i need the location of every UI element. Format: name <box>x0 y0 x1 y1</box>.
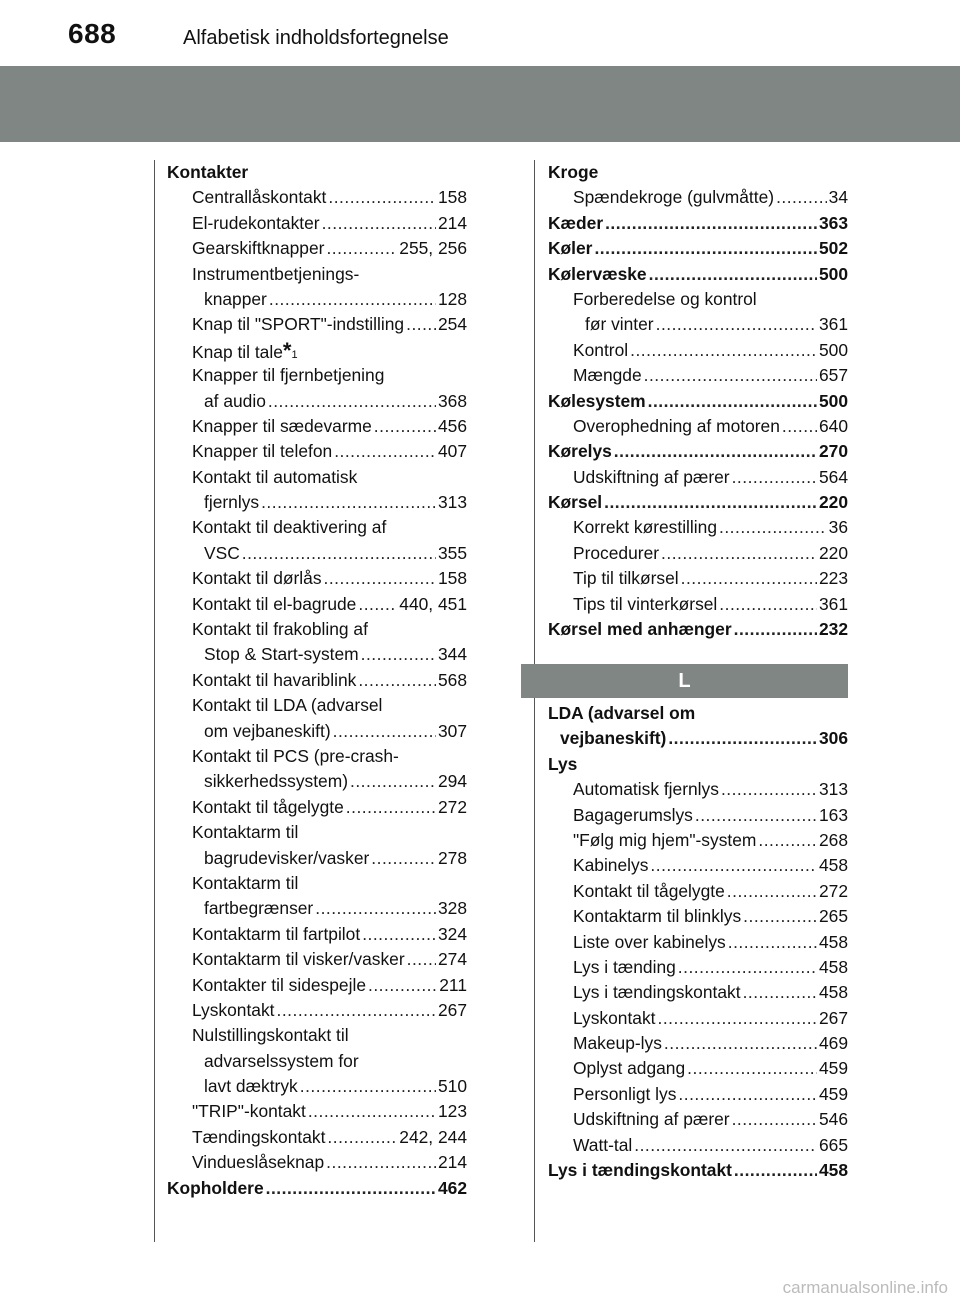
index-entry <box>548 904 848 929</box>
index-entry-page: 361 <box>818 314 848 335</box>
index-entry-term: Kæder <box>548 212 604 233</box>
index-entry-page: 158 <box>437 568 467 589</box>
index-entry-term: før vinter <box>585 314 654 335</box>
index-entry-term: Kroge <box>548 162 599 182</box>
dot-leader <box>719 592 817 617</box>
index-entry-term: Kontakt til LDA (advarsel <box>192 695 383 716</box>
index-entry-term: Lyskontakt <box>573 1007 656 1028</box>
index-entry-term: Kontakter til sidespejle <box>192 974 366 995</box>
index-entry <box>167 236 467 261</box>
index-entry-term: Kørsel <box>548 492 603 513</box>
index-entry-page: 220 <box>818 492 848 513</box>
index-entry-term: Gearskiftknapper <box>192 238 325 259</box>
index-entry <box>167 515 467 540</box>
dot-leader <box>776 185 827 210</box>
index-entry-page: 458 <box>818 1160 848 1181</box>
dot-leader <box>732 465 817 490</box>
index-entry-term: Kontaktarm til visker/vasker <box>192 949 405 970</box>
index-entry <box>548 211 848 236</box>
index-entry <box>167 185 467 210</box>
index-entry-term: Vindueslåseknap <box>192 1152 325 1173</box>
page-number: 688 <box>68 18 117 49</box>
index-entry-page: 440, 451 <box>399 593 467 614</box>
index-entry-term: Mængde <box>573 365 642 386</box>
index-entry-page: 458 <box>818 982 848 1003</box>
index-entry <box>548 828 848 853</box>
index-entry-page: 324 <box>437 923 467 944</box>
index-entry <box>548 592 848 617</box>
index-entry <box>167 490 467 515</box>
index-entry-term: Kontakt til tågelygte <box>192 796 344 817</box>
dot-leader <box>374 414 436 439</box>
index-entry <box>167 693 467 718</box>
index-entry-term: Knapper til sædevarme <box>192 415 372 436</box>
index-entry <box>167 414 467 439</box>
index-entry <box>548 1056 848 1081</box>
index-entry-page: 265 <box>818 906 848 927</box>
index-entry <box>548 515 848 540</box>
index-entry-term: Personligt lys <box>573 1083 677 1104</box>
dot-leader <box>630 338 817 363</box>
index-entry-page: 163 <box>818 804 848 825</box>
index-entry <box>167 592 467 617</box>
index-entry-term: Watt-tal <box>573 1134 633 1155</box>
index-entry-term: Korrekt kørestilling <box>573 517 717 538</box>
index-entry <box>167 312 467 337</box>
index-entry-page: 128 <box>437 288 467 309</box>
index-entry-term: Knap til "SPORT"-indstilling <box>192 314 405 335</box>
index-entry-page: 254 <box>437 314 467 335</box>
index-entry-page: 657 <box>818 365 848 386</box>
index-entry-term: fjernlys <box>204 492 260 513</box>
index-entry-term: Tips til vinterkørsel <box>573 593 718 614</box>
index-entry <box>167 160 467 185</box>
index-entry: Knap til tale * 1 <box>167 338 467 363</box>
index-entry-term: Knapper til fjernbetjening <box>192 365 385 386</box>
dot-leader <box>758 828 817 853</box>
index-entry <box>167 998 467 1023</box>
dot-leader <box>594 236 817 261</box>
index-entry-page: 34 <box>828 187 848 208</box>
index-entry-page: 306 <box>818 728 848 749</box>
index-entry-term: Kontakter <box>167 162 249 182</box>
index-entry <box>548 490 848 515</box>
index-entry-page: 665 <box>818 1134 848 1155</box>
index-entry-term: Oplyst adgang <box>573 1058 686 1079</box>
index-entry <box>167 795 467 820</box>
index-entry-term: Kontakt til el-bagrude <box>192 593 357 614</box>
dot-leader <box>346 795 436 820</box>
index-entry <box>548 617 848 642</box>
watermark: carmanualsonline.info <box>782 1278 948 1297</box>
index-entry-term: Automatisk fjernlys <box>573 779 719 800</box>
index-entry-page: 568 <box>437 669 467 690</box>
index-entry-term: Kontakt til frakobling af <box>192 619 368 640</box>
index-entry-term: VSC <box>204 542 240 563</box>
dot-leader <box>350 769 436 794</box>
index-entry <box>548 414 848 439</box>
index-entry <box>167 1176 467 1201</box>
dot-leader <box>358 668 436 693</box>
dot-leader <box>327 1125 397 1150</box>
dot-leader <box>324 566 436 591</box>
index-entry-term: Centrallåskontakt <box>192 187 327 208</box>
index-entry-page: 456 <box>437 415 467 436</box>
dot-leader <box>678 1082 817 1107</box>
index-entry-term: Kontakt til tågelygte <box>573 880 725 901</box>
page-header <box>0 0 960 66</box>
dot-leader <box>656 312 817 337</box>
index-entry-term: Lyskontakt <box>192 999 275 1020</box>
index-entry <box>548 1158 848 1183</box>
index-entry-term: Kørsel med anhænger <box>548 619 732 640</box>
index-entry-term: LDA (advarsel om <box>548 703 696 723</box>
dot-leader <box>743 904 817 929</box>
index-entry-term: El-rudekontakter <box>192 212 320 233</box>
index-column-left <box>167 160 467 1201</box>
dot-leader <box>266 1176 436 1201</box>
index-entry-page: 546 <box>818 1109 848 1130</box>
index-entry-page: 469 <box>818 1033 848 1054</box>
section-letter: L <box>678 670 691 692</box>
index-entry <box>167 287 467 312</box>
index-entry <box>167 363 467 388</box>
dot-leader <box>681 566 817 591</box>
index-entry-term: Kontakt til dørlås <box>192 568 322 589</box>
index-entry-page: 459 <box>818 1083 848 1104</box>
index-entry <box>548 566 848 591</box>
dot-leader <box>300 1074 436 1099</box>
index-entry-page: 272 <box>818 880 848 901</box>
index-entry-page: 274 <box>437 949 467 970</box>
index-entry-term: sikkerhedssystem) <box>204 771 348 792</box>
dot-leader <box>322 211 436 236</box>
index-entry-term: Kørelys <box>548 441 612 462</box>
index-entry-page: 267 <box>437 999 467 1020</box>
dot-leader <box>644 363 817 388</box>
index-entry-page: 328 <box>437 898 467 919</box>
dot-leader <box>734 617 817 642</box>
index-entry-term: Instrumentbetjenings- <box>192 263 360 284</box>
index-entry <box>548 1133 848 1158</box>
dot-leader <box>371 846 436 871</box>
index-entry <box>548 1031 848 1056</box>
index-entry <box>167 1074 467 1099</box>
index-entry <box>167 820 467 845</box>
index-entry-term: om vejbaneskift) <box>204 720 331 741</box>
index-entry <box>548 930 848 955</box>
index-entry-page: 355 <box>437 542 467 563</box>
index-entry-term: Kølervæske <box>548 263 647 284</box>
index-entry <box>548 363 848 388</box>
index-entry <box>167 1125 467 1150</box>
index-entry <box>167 973 467 998</box>
index-entry-term: Knapper til telefon <box>192 441 333 462</box>
index-entry-term: Kontrol <box>573 339 629 360</box>
index-entry-page: 500 <box>818 390 848 411</box>
dot-leader <box>269 287 436 312</box>
index-entry <box>167 262 467 287</box>
index-entry-term: Tip til tilkørsel <box>573 568 679 589</box>
index-entry-term: "Følg mig hjem"-system <box>573 829 757 850</box>
dot-leader <box>728 930 817 955</box>
index-entry-term: Nulstillingskontakt til <box>192 1025 349 1046</box>
index-entry-term: bagrudevisker/vasker <box>204 847 370 868</box>
index-entry <box>167 566 467 591</box>
dot-leader <box>661 541 817 566</box>
index-entry <box>167 465 467 490</box>
dot-leader <box>678 955 817 980</box>
dot-leader <box>326 236 397 261</box>
index-entry <box>548 980 848 1005</box>
dot-leader <box>782 414 817 439</box>
dot-leader <box>277 998 436 1023</box>
index-entry <box>548 701 848 726</box>
index-entry-page: 214 <box>437 1152 467 1173</box>
index-entry-page: 564 <box>818 466 848 487</box>
header-band <box>0 66 960 142</box>
index-entry <box>167 871 467 896</box>
index-entry-page: 368 <box>437 390 467 411</box>
column-divider-right <box>534 160 535 1242</box>
index-entry <box>548 879 848 904</box>
index-entry <box>167 1099 467 1124</box>
index-entry-page: 344 <box>437 644 467 665</box>
index-entry <box>548 853 848 878</box>
index-entry <box>548 160 848 185</box>
index-entry-page: 158 <box>437 187 467 208</box>
index-entry-page: 363 <box>818 212 848 233</box>
dot-leader <box>721 777 817 802</box>
index-entry-term: Kontaktarm til <box>192 872 299 893</box>
section-letter-bar <box>521 664 848 698</box>
index-entry-term: Udskiftning af pærer <box>573 1109 730 1130</box>
dot-leader <box>315 896 436 921</box>
index-entry-page: 272 <box>437 796 467 817</box>
index-entry <box>167 211 467 236</box>
index-entry <box>548 726 848 751</box>
index-entry <box>548 262 848 287</box>
dot-leader <box>687 1056 817 1081</box>
index-entry <box>548 236 848 261</box>
index-entry-term: Kontakt til deaktivering af <box>192 517 387 538</box>
index-entry-term: Knap til tale <box>192 341 283 362</box>
dot-leader <box>658 1006 817 1031</box>
dot-leader <box>361 642 436 667</box>
index-entry-page: 500 <box>818 339 848 360</box>
dot-leader <box>614 439 817 464</box>
index-entry-page: 459 <box>818 1058 848 1079</box>
index-entry-page: 458 <box>818 855 848 876</box>
index-entry-page: 640 <box>818 415 848 436</box>
dot-leader <box>734 1158 817 1183</box>
index-entry <box>548 465 848 490</box>
dot-leader <box>727 879 817 904</box>
dot-leader <box>362 922 436 947</box>
dot-leader <box>328 185 436 210</box>
index-entry-page: 36 <box>828 517 848 538</box>
index-entry <box>548 803 848 828</box>
index-column-right-l <box>548 701 848 1183</box>
index-entry-term: Spændekroge (gulvmåtte) <box>573 187 775 208</box>
index-entry-term: "TRIP"-kontakt <box>192 1101 306 1122</box>
dot-leader <box>326 1150 436 1175</box>
index-entry <box>167 439 467 464</box>
index-entry-term: Lys i tændingskontakt <box>573 982 741 1003</box>
index-column-right-k <box>548 160 848 642</box>
dot-leader <box>732 1107 817 1132</box>
index-entry <box>167 769 467 794</box>
index-entry <box>548 185 848 210</box>
dot-leader <box>368 973 437 998</box>
dot-leader <box>333 719 436 744</box>
index-entry-term: Tændingskontakt <box>192 1126 326 1147</box>
index-entry <box>548 955 848 980</box>
index-entry <box>548 1107 848 1132</box>
index-entry-page: 232 <box>818 619 848 640</box>
index-entry-page: 458 <box>818 956 848 977</box>
index-entry-term: Kontaktarm til <box>192 822 299 843</box>
dot-leader <box>604 490 817 515</box>
dot-leader <box>695 803 817 828</box>
index-entry <box>548 312 848 337</box>
dot-leader <box>334 439 436 464</box>
dot-leader <box>650 853 817 878</box>
index-entry <box>167 1023 467 1048</box>
index-entry-term: Kontaktarm til blinklys <box>573 906 742 927</box>
index-entry-term: Kontakt til havariblink <box>192 669 357 690</box>
index-entry-term: Kølesystem <box>548 390 646 411</box>
dot-leader <box>649 262 817 287</box>
index-entry-page: 361 <box>818 593 848 614</box>
index-entry <box>548 777 848 802</box>
index-entry <box>167 1049 467 1074</box>
index-entry-term: Køler <box>548 238 593 259</box>
index-entry-term: Overophedning af motoren <box>573 415 780 436</box>
index-entry <box>167 668 467 693</box>
footnote-asterisk-icon: * <box>282 337 292 363</box>
index-entry <box>548 1082 848 1107</box>
index-entry-term: Stop & Start-system <box>204 644 359 665</box>
dot-leader <box>268 389 436 414</box>
dot-leader <box>648 389 817 414</box>
index-entry <box>167 719 467 744</box>
index-entry-term: Lys i tænding <box>573 956 676 977</box>
dot-leader <box>719 515 827 540</box>
index-entry-page: 214 <box>437 212 467 233</box>
index-entry-page: 278 <box>437 847 467 868</box>
index-entry-term: Udskiftning af pærer <box>573 466 730 487</box>
dot-leader <box>261 490 436 515</box>
index-entry-page: 407 <box>437 441 467 462</box>
index-entry <box>167 642 467 667</box>
index-entry <box>548 1006 848 1031</box>
page-title: Alfabetisk indholdsfortegnelse <box>183 27 449 49</box>
index-entry-term: Kontakt til PCS (pre-crash- <box>192 745 399 766</box>
index-entry-page: 502 <box>818 238 848 259</box>
index-entry-page: 268 <box>818 829 848 850</box>
index-entry-page: 223 <box>818 568 848 589</box>
index-entry-page: 313 <box>818 779 848 800</box>
index-entry-page: 255, 256 <box>399 238 467 259</box>
index-entry-term: Forberedelse og kontrol <box>573 288 757 309</box>
index-entry-term: Lys <box>548 753 578 774</box>
index-entry-page: 458 <box>818 931 848 952</box>
index-entry-term: Lys i tændingskontakt <box>548 1160 732 1181</box>
index-entry-term: lavt dæktryk <box>204 1076 298 1097</box>
index-entry-page: 307 <box>437 720 467 741</box>
index-entry-page: 270 <box>818 441 848 462</box>
index-entry-term: vejbaneskift) <box>560 728 667 749</box>
index-entry <box>167 1150 467 1175</box>
dot-leader <box>605 211 817 236</box>
index-entry-term: Liste over kabinelys <box>573 931 726 952</box>
index-entry-term: knapper <box>204 288 267 309</box>
index-entry-page: 462 <box>437 1177 467 1198</box>
index-entry-term: Kontakt til automatisk <box>192 466 358 487</box>
index-entry <box>167 744 467 769</box>
dot-leader <box>668 726 817 751</box>
index-entry-page: 123 <box>437 1101 467 1122</box>
index-entry <box>548 338 848 363</box>
dot-leader <box>743 980 817 1005</box>
index-entry <box>167 922 467 947</box>
index-entry-page: 294 <box>437 771 467 792</box>
index-entry-page: 510 <box>437 1076 467 1097</box>
index-entry <box>167 896 467 921</box>
column-divider-left <box>154 160 155 1242</box>
index-entry-term: Kopholdere <box>167 1177 264 1198</box>
index-entry-page: 267 <box>818 1007 848 1028</box>
index-entry-term: af audio <box>204 390 266 411</box>
dot-leader <box>358 592 397 617</box>
index-entry <box>167 846 467 871</box>
index-entry-page: 220 <box>818 542 848 563</box>
dot-leader <box>407 947 436 972</box>
index-entry-page: 313 <box>437 492 467 513</box>
dot-leader <box>242 541 436 566</box>
index-entry-page: 500 <box>818 263 848 284</box>
index-entry-page: 211 <box>439 974 467 995</box>
index-entry <box>548 439 848 464</box>
index-entry <box>548 541 848 566</box>
index-entry-term: Kabinelys <box>573 855 649 876</box>
index-entry-term: Kontaktarm til fartpilot <box>192 923 361 944</box>
dot-leader <box>664 1031 817 1056</box>
index-entry <box>548 752 848 777</box>
index-entry-term: Procedurer <box>573 542 660 563</box>
index-entry <box>167 617 467 642</box>
dot-leader <box>634 1133 817 1158</box>
index-entry-term: fartbegrænser <box>204 898 314 919</box>
index-entry <box>167 947 467 972</box>
index-entry <box>548 389 848 414</box>
index-entry <box>167 541 467 566</box>
index-entry-term: Makeup-lys <box>573 1033 662 1054</box>
index-entry <box>548 287 848 312</box>
index-entry <box>167 389 467 414</box>
dot-leader <box>308 1099 436 1124</box>
index-entry-page: 242, 244 <box>399 1126 467 1147</box>
dot-leader <box>406 312 436 337</box>
index-entry-term: advarselssystem for <box>204 1050 359 1071</box>
index-entry-term: Bagagerumslys <box>573 804 693 825</box>
